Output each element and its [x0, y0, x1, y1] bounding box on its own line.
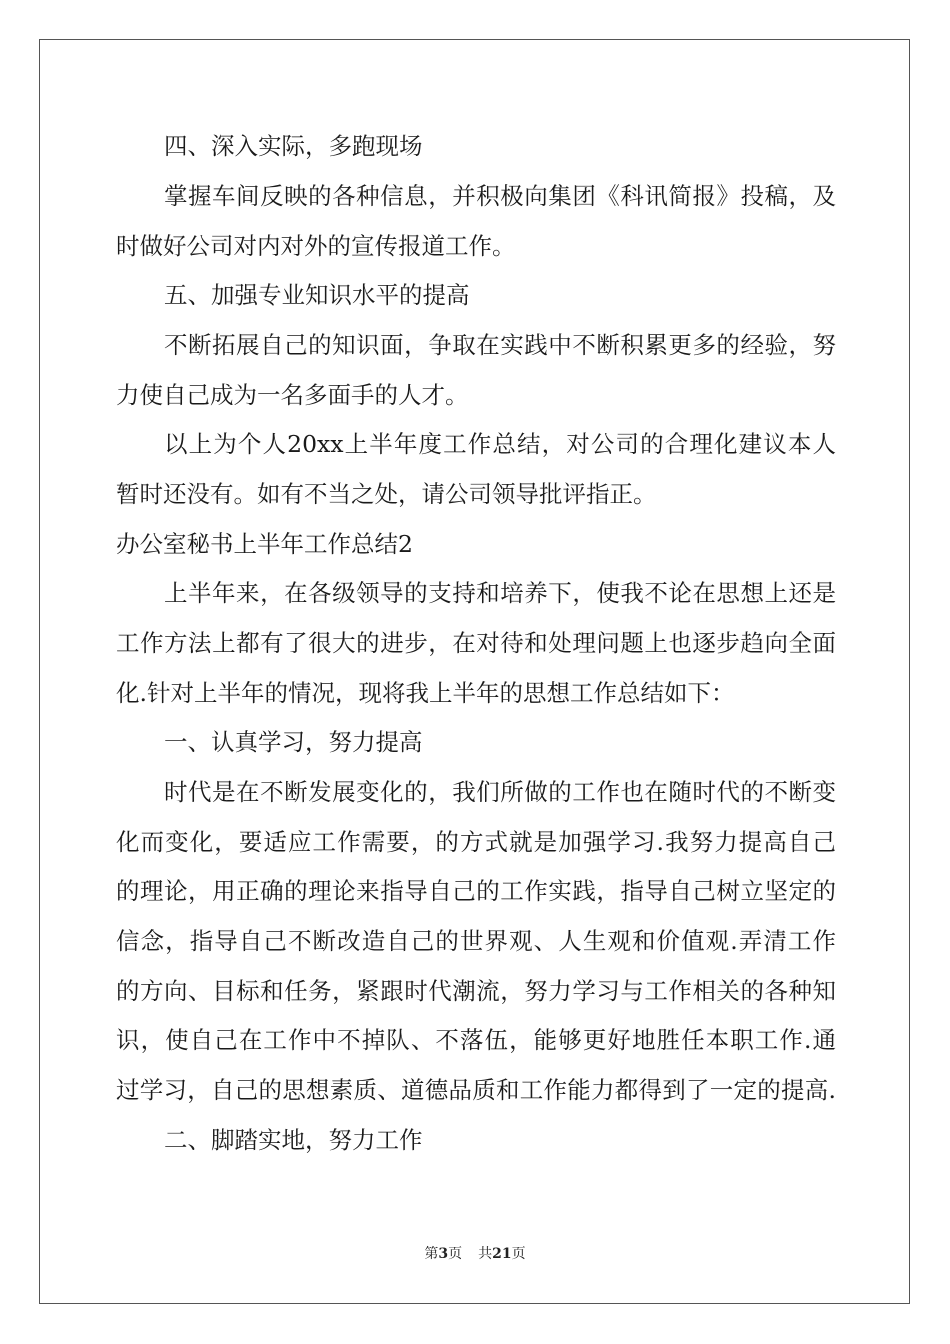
- paragraph-line: 化而变化，要适应工作需要，的方式就是加强学习.我努力提高自己: [116, 828, 836, 856]
- paragraph-line: 力使自己成为一名多面手的人才。: [116, 381, 469, 409]
- footer-total-suffix: 页: [511, 1246, 526, 1262]
- footer-page-suffix: 页: [448, 1246, 463, 1262]
- paragraph-line: 时做好公司对内对外的宣传报道工作。: [116, 232, 516, 260]
- section-heading-4: 四、深入实际，多跑现场: [164, 132, 423, 160]
- document-title: 办公室秘书上半年工作总结2: [116, 530, 413, 558]
- paragraph-line: 工作方法上都有了很大的进步，在对待和处理问题上也逐步趋向全面: [116, 629, 836, 657]
- paragraph-line: 掌握车间反映的各种信息，并积极向集团《科讯简报》投稿，及: [164, 182, 836, 210]
- section-heading-5: 五、加强专业知识水平的提高: [164, 281, 470, 309]
- section-heading-2: 二、脚踏实地，努力工作: [164, 1126, 423, 1154]
- paragraph-line: 过学习，自己的思想素质、道德品质和工作能力都得到了一定的提高.: [116, 1076, 836, 1104]
- paragraph-line: 时代是在不断发展变化的，我们所做的工作也在随时代的不断变: [164, 778, 836, 806]
- paragraph-line: 信念，指导自己不断改造自己的世界观、人生观和价值观.弄清工作: [116, 927, 836, 955]
- page-footer: [0, 1244, 950, 1264]
- total-pages: 21: [492, 1246, 512, 1262]
- footer-total-prefix: 共: [478, 1246, 493, 1262]
- section-heading-1: 一、认真学习，努力提高: [164, 728, 423, 756]
- paragraph-line: 以上为个人20xx上半年度工作总结，对公司的合理化建议本人: [164, 430, 836, 458]
- page-number: 3: [438, 1246, 449, 1262]
- paragraph-line: 暂时还没有。如有不当之处，请公司领导批评指正。: [116, 480, 657, 508]
- paragraph-line: 的方向、目标和任务，紧跟时代潮流，努力学习与工作相关的各种知: [116, 977, 836, 1005]
- paragraph-line: 化.针对上半年的情况，现将我上半年的思想工作总结如下：: [116, 679, 735, 707]
- footer-prefix: 第: [424, 1246, 439, 1262]
- paragraph-line: 上半年来，在各级领导的支持和培养下，使我不论在思想上还是: [164, 579, 836, 607]
- paragraph-line: 的理论，用正确的理论来指导自己的工作实践，指导自己树立坚定的: [116, 877, 836, 905]
- paragraph-line: 不断拓展自己的知识面，争取在实践中不断积累更多的经验，努: [164, 331, 836, 359]
- paragraph-line: 识，使自己在工作中不掉队、不落伍，能够更好地胜任本职工作.通: [116, 1026, 836, 1054]
